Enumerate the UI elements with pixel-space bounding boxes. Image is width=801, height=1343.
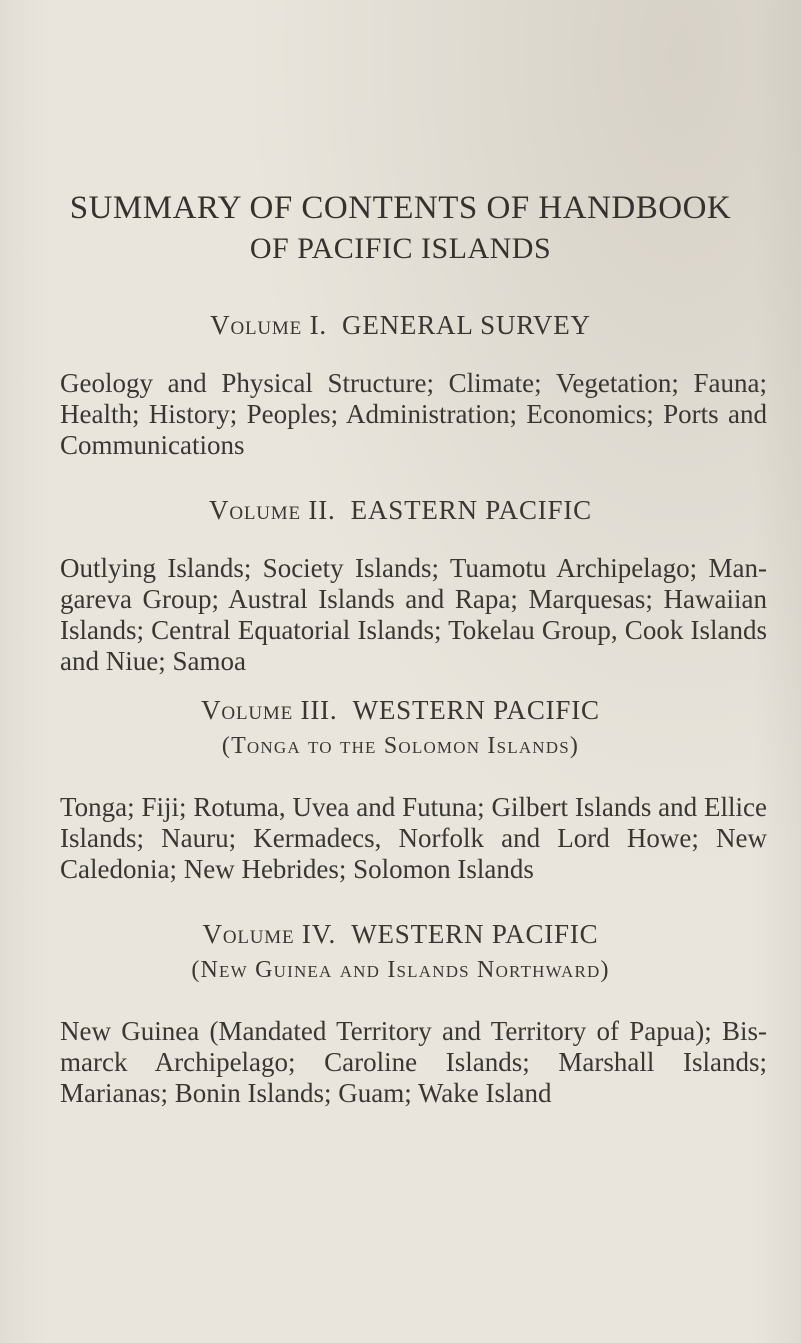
document-title-line-2: OF PACIFIC ISLANDS xyxy=(249,232,552,265)
volume-4-contents: New Guinea (Mandated Territory and Territory of Papua); Bis-marck Archipelago; Caroline Islands; Marshall Islands; Marianas; Bonin Islands; Guam; Wake Island xyxy=(60,1016,767,1108)
volume-3-contents: Tonga; Fiji; Rotuma, Uvea and Futuna; Gilbert Islands and Ellice Islands; Nauru; Kermadecs, Norfolk and Lord Howe; New Caledonia; New Hebrides; Solomon Islands xyxy=(60,792,767,884)
volume-4-label: Volume IV. xyxy=(202,919,337,949)
volume-2-heading xyxy=(0,495,801,526)
volume-4-heading xyxy=(0,919,801,950)
volume-3-subheading: (Tonga to the Solomon Islands) xyxy=(221,733,580,759)
volume-1-contents: Geology and Physical Structure; Climate; Vegetation; Fauna; Health; History; Peoples; Administration; Economics; Ports and Communications xyxy=(60,368,767,460)
document-title-line-1: SUMMARY OF CONTENTS OF HANDBOOK xyxy=(69,190,732,226)
volume-2-contents: Outlying Islands; Society Islands; Tuamotu Archipelago; Man-gareva Group; Austral Islands and Rapa; Marquesas; Hawaiian Islands; Central Equatorial Islands; Tokelau Group, Cook Islands and Niue; Samoa xyxy=(60,553,767,676)
volume-3-title: WESTERN PACIFIC xyxy=(352,695,600,725)
volume-3-label: Volume III. xyxy=(201,695,338,725)
volume-2-title: EASTERN PACIFIC xyxy=(350,495,592,525)
volume-3-heading xyxy=(0,695,801,726)
volume-1-label: Volume I. xyxy=(210,310,327,340)
volume-1-heading xyxy=(0,310,801,341)
volume-4-title: WESTERN PACIFIC xyxy=(351,919,599,949)
volume-2-label: Volume II. xyxy=(209,495,336,525)
volume-4-subheading: (New Guinea and Islands Northward) xyxy=(191,957,610,983)
volume-1-title: GENERAL SURVEY xyxy=(342,310,591,340)
